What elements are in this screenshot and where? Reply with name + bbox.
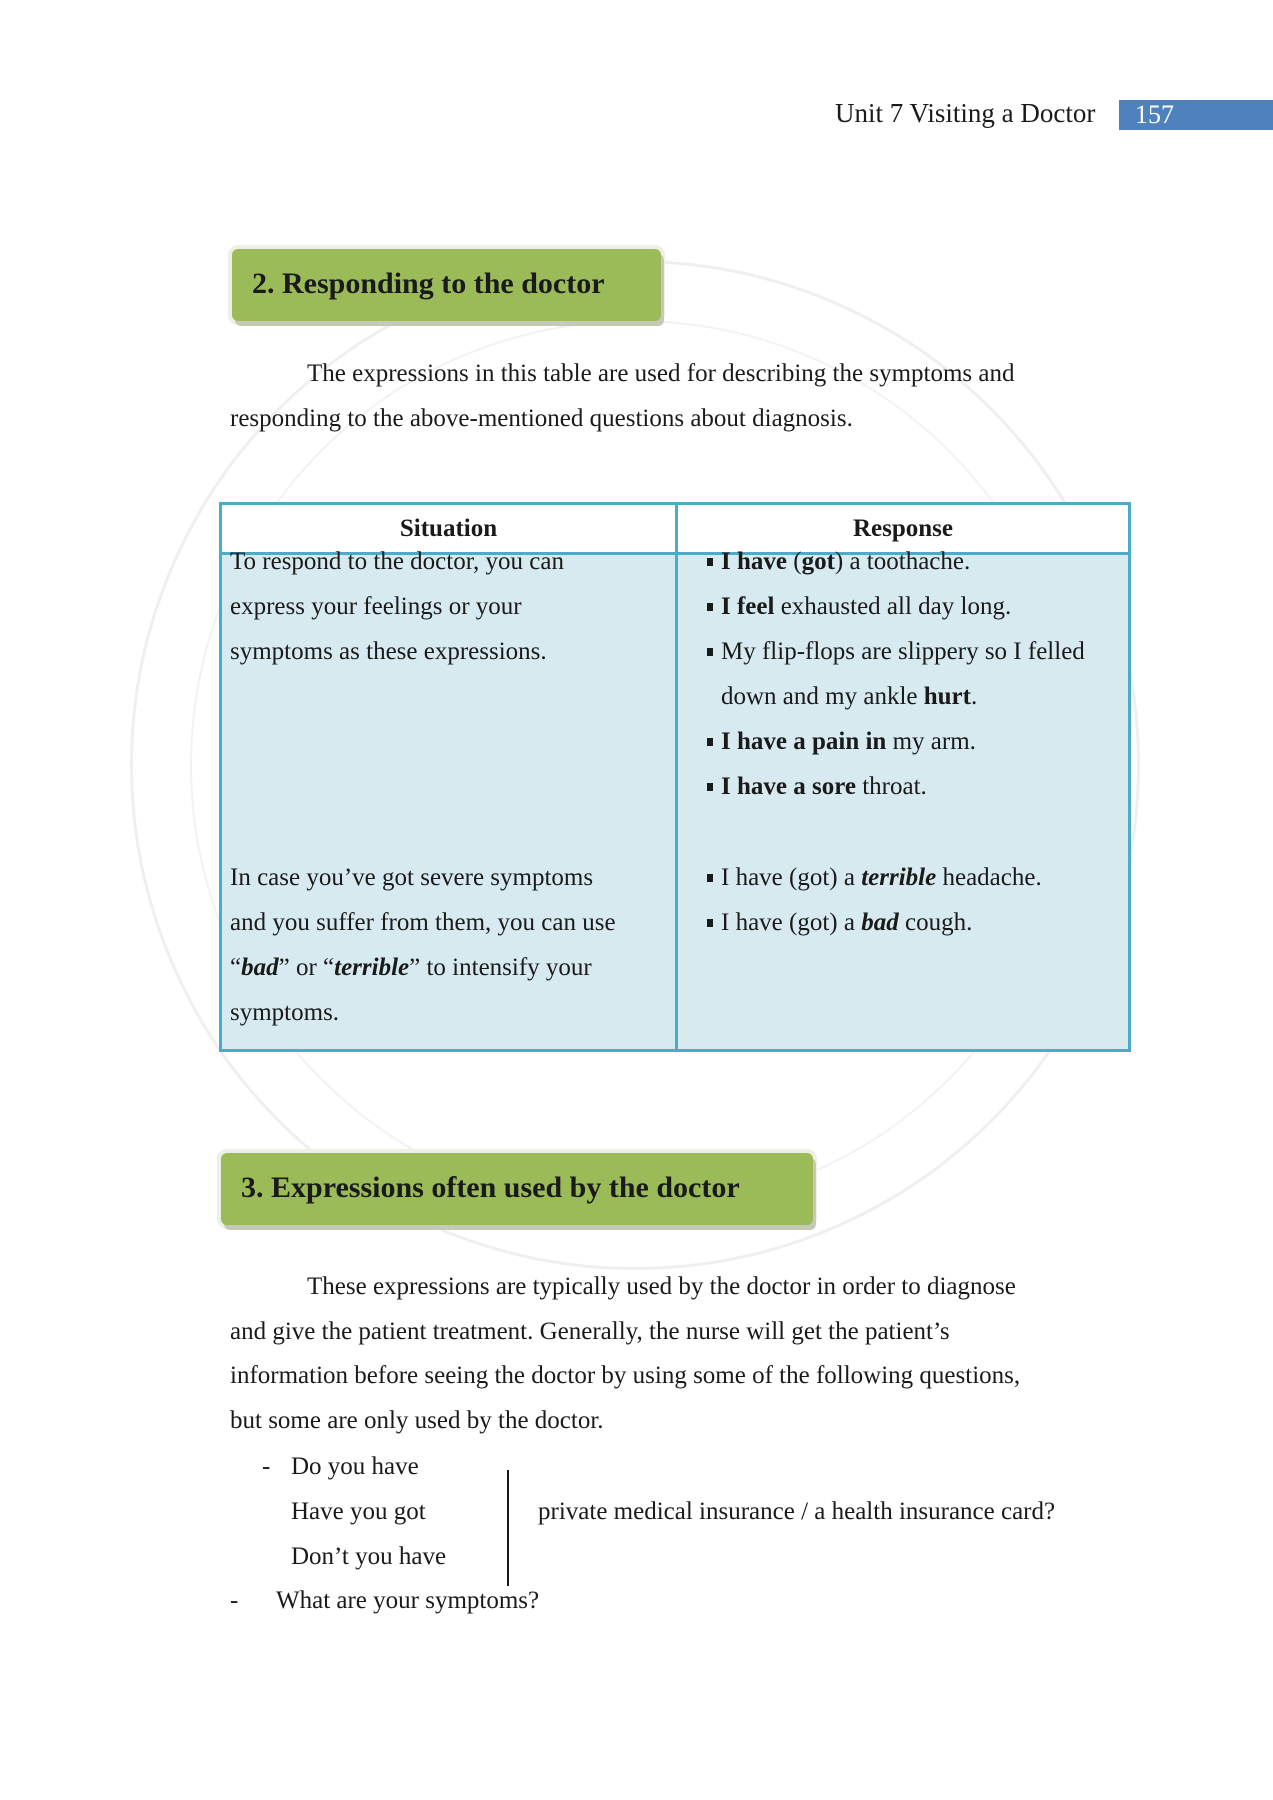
square-bullet-icon	[707, 919, 713, 927]
page-number-bar	[1119, 100, 1273, 130]
text-segment: (	[786, 548, 802, 575]
list-dash: -	[230, 1587, 239, 1614]
section-3-intro-line: information before seeing the doctor by using some of the following questions,	[230, 1362, 1021, 1389]
response-line	[707, 584, 1011, 629]
text-segment: I have a sore	[721, 773, 856, 800]
text-segment: ” or “	[278, 954, 335, 981]
text-segment: ) a toothache.	[834, 548, 971, 575]
square-bullet-icon	[707, 738, 713, 746]
text-segment: my arm.	[886, 728, 976, 755]
section-2-heading-box	[232, 249, 661, 321]
section-3-intro-line: These expressions are typically used by the doctor in order to diagnose	[307, 1273, 1016, 1300]
text-segment: hurt	[923, 683, 971, 710]
text-segment: got	[801, 548, 835, 575]
situation-line	[230, 629, 547, 674]
text-segment: “	[230, 954, 242, 981]
text-segment: bad	[241, 954, 279, 981]
section-2-intro-line: The expressions in this table are used for describing the symptoms and	[307, 360, 1015, 387]
section-3-title: 3. Expressions often used by the doctor	[241, 1171, 740, 1204]
response-line	[707, 855, 1042, 900]
text-segment: I have (got) a	[721, 864, 862, 891]
text-segment: In case you’ve got severe symptoms	[230, 864, 594, 891]
text-segment: terrible	[861, 864, 937, 891]
question-opener: Don’t you have	[291, 1543, 447, 1570]
situation-line	[230, 584, 522, 629]
situation-line	[230, 990, 339, 1035]
text-segment: throat.	[855, 773, 927, 800]
bracket-line	[507, 1470, 509, 1586]
response-line	[721, 674, 977, 719]
question-text: What are your symptoms?	[276, 1587, 540, 1614]
text-segment: I feel	[721, 593, 775, 620]
column-header-response: Response	[852, 515, 953, 542]
situation-line	[230, 855, 593, 900]
column-header-situation: Situation	[399, 515, 498, 542]
text-segment: .	[970, 683, 978, 710]
response-line	[707, 900, 972, 945]
section-2-title: 2. Responding to the doctor	[252, 267, 605, 300]
text-segment: and you suffer from them, you can use	[230, 909, 616, 936]
section-2-intro-line: responding to the above-mentioned questions about diagnosis.	[230, 405, 853, 432]
text-segment: I have	[721, 548, 787, 575]
text-segment: terrible	[334, 954, 410, 981]
question-opener: Have you got	[291, 1498, 426, 1525]
response-line	[707, 719, 976, 764]
text-segment: symptoms as these expressions.	[230, 638, 547, 665]
situation-line	[230, 539, 564, 584]
text-segment: headache.	[936, 864, 1042, 891]
section-3-intro-line: and give the patient treatment. Generally, the nurse will get the patient’s	[230, 1318, 950, 1345]
text-segment: bad	[861, 909, 899, 936]
response-line	[707, 539, 970, 584]
text-segment: My flip-flops are slippery so I felled	[721, 638, 1085, 665]
text-segment: symptoms.	[230, 999, 340, 1026]
response-line	[707, 764, 927, 809]
question-opener: Do you have	[291, 1453, 419, 1480]
text-segment: cough.	[898, 909, 973, 936]
square-bullet-icon	[707, 558, 713, 566]
text-segment: express your feelings or your	[230, 593, 522, 620]
text-segment: To respond to the doctor, you can	[230, 548, 564, 575]
text-segment: ” to intensify your	[409, 954, 592, 981]
section-3-intro-line: but some are only used by the doctor.	[230, 1407, 604, 1434]
running-header-title: Unit 7 Visiting a Doctor	[835, 98, 1096, 128]
square-bullet-icon	[707, 874, 713, 882]
situation-line	[230, 900, 616, 945]
text-segment: I have (got) a	[721, 909, 862, 936]
section-3-heading-box	[221, 1153, 813, 1225]
square-bullet-icon	[707, 648, 713, 656]
question-completion: private medical insurance / a health insurance card?	[538, 1498, 1056, 1525]
list-dash: -	[262, 1453, 271, 1480]
square-bullet-icon	[707, 783, 713, 791]
text-segment: I have a pain in	[721, 728, 887, 755]
page-number: 157	[1135, 100, 1174, 129]
text-segment: exhausted all day long.	[774, 593, 1012, 620]
column-divider	[675, 505, 678, 1049]
square-bullet-icon	[707, 603, 713, 611]
text-segment: down and my ankle	[721, 683, 924, 710]
situation-line	[230, 945, 592, 990]
response-line	[707, 629, 1085, 674]
